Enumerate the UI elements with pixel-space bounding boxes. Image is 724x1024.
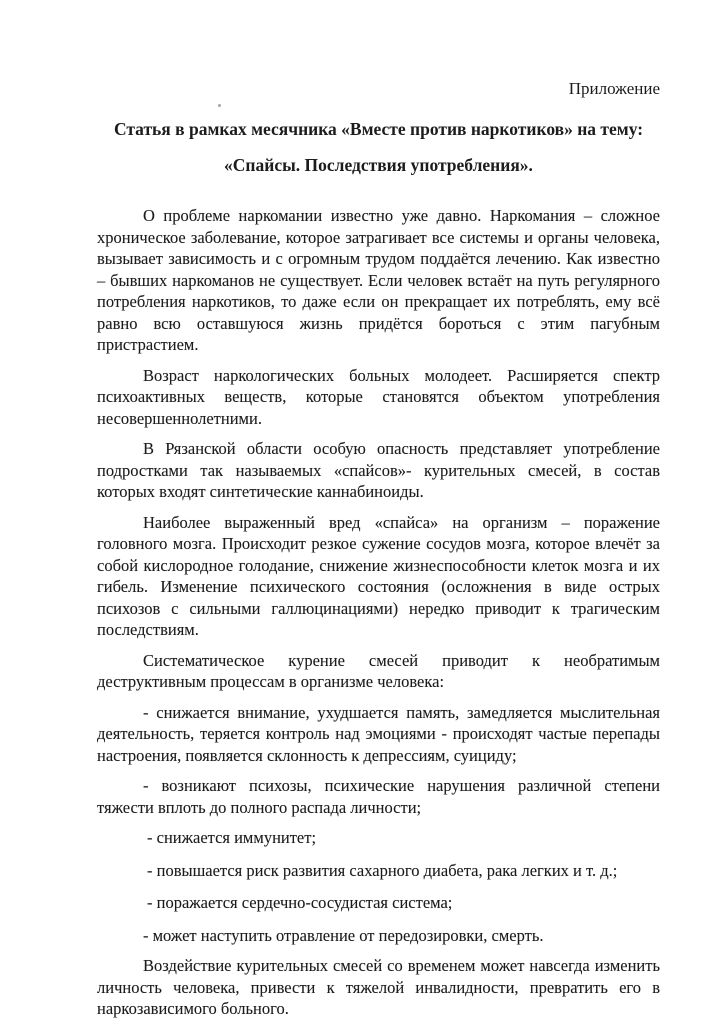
bullet-item: - повышается риск развития сахарного диабета, рака легких и т. д.;: [147, 860, 618, 880]
bullet-item: - снижается иммунитет;: [147, 828, 317, 847]
appendix-label: Приложение: [568, 79, 660, 98]
paragraph-intro: О проблеме наркомании известно уже давно. Наркомания – сложное хроническое заболевание, которое затрагивает все системы и органы человека, вызывает зависимость и с огромным трудом поддаётся лечению. Как известно – бывших наркоманов не существует. Если человек встаёт на путь регулярного потребления наркотиков, то даже если он прекращает их потреблять, ему всё равно всю оставшуюся жизнь придётся бороться с этим пагубным пристрастием.: [97, 206, 660, 354]
closing-paragraph: Воздействие курительных смесей со временем может навсегда изменить личность человека, привести к тяжелой инвалидности, превратить его в наркозависимого больного.: [97, 956, 660, 1018]
paragraph-lead-in: Систематическое курение смесей приводит к необратимым деструктивным процессам в организме человека:: [97, 650, 660, 691]
bullet-item: - поражается сердечно-сосудистая система;: [147, 893, 453, 912]
document-title: [97, 111, 660, 183]
bullet-item: - возникают психозы, психические нарушения различной степени тяжести вплоть до полного распада личности;: [97, 776, 660, 817]
title-line-2: «Спайсы. Последствия употребления».: [224, 155, 533, 175]
paragraph-harm: Наиболее выраженный вред «спайса» на организм – поражение головного мозга. Происходит резкое сужение сосудов мозга, которое влечёт за собой кислородное голодание, снижение жизнеспособности клеток мозга и их гибель. Изменение психического состояния (осложнения в виде острых психозов с сильными галлюцинациями) нередко приводит к трагическим последствиям.: [97, 512, 660, 639]
document-content: [97, 78, 660, 1024]
paragraph-age: Возраст наркологических больных молодеет. Расширяется спектр психоактивных веществ, которые становятся объектом употребления несовершеннолетними.: [97, 365, 660, 428]
bullet-item: - может наступить отравление от передозировки, смерть.: [143, 925, 544, 945]
bullet-item: - снижается внимание, ухудшается память, замедляется мыслительная деятельность, теряется контроль над эмоциями - происходят частые перепады настроения, появляется склонность к депрессиям, суициду;: [97, 702, 660, 765]
paragraph-region: В Рязанской области особую опасность представляет употребление подростками так называемых «спайсов»- курительных смесей, в состав которых входят синтетические каннабиноиды.: [97, 439, 660, 501]
title-line-1: Статья в рамках месячника «Вместе против наркотиков» на тему:: [113, 119, 644, 139]
